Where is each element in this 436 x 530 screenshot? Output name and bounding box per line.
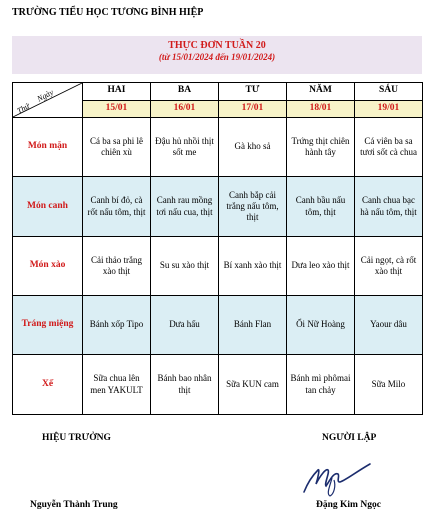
menu-cell: Sữa chua lên men YAKULT (83, 355, 151, 415)
menu-cell: Bánh bao nhân thịt (151, 355, 219, 415)
menu-cell: Cá viên ba sa tươi sốt cà chua (355, 118, 423, 177)
menu-cell: Bánh mì phômai tan chảy (287, 355, 355, 415)
handwritten-signature (296, 452, 376, 500)
menu-cell: Sữa Milo (355, 355, 423, 415)
menu-cell: Dưa leo xào thịt (287, 237, 355, 296)
menu-cell: Bí xanh xào thịt (219, 237, 287, 296)
date-header: 17/01 (219, 100, 287, 118)
menu-cell: Cá ba sa phi lê chiên xù (83, 118, 151, 177)
menu-cell: Bánh xốp Tipo (83, 296, 151, 355)
menu-cell: Gà kho sả (219, 118, 287, 177)
table-row (13, 355, 423, 415)
menu-title: THỰC ĐƠN TUẦN 20 (168, 40, 266, 51)
menu-cell: Đậu hủ nhồi thịt sốt me (151, 118, 219, 177)
menu-cell: Canh bí đỏ, cà rốt nấu tôm, thịt (83, 177, 151, 237)
menu-date-range: (từ 15/01/2024 đến 19/01/2024) (158, 52, 276, 62)
menu-cell: Canh bầu nấu tôm, thịt (287, 177, 355, 237)
day-header: BA (151, 83, 219, 101)
principal-name: Nguyễn Thành Trung (30, 500, 118, 510)
table-row (13, 237, 423, 296)
table-row (13, 177, 423, 237)
day-header: HAI (83, 83, 151, 101)
date-header: 19/01 (355, 100, 423, 118)
category-label: Món xào (13, 237, 83, 296)
preparer-title: NGƯỜI LẬP (322, 433, 377, 443)
category-label: Món canh (13, 177, 83, 237)
menu-cell: Ổi Nữ Hoàng (287, 296, 355, 355)
date-header: 18/01 (287, 100, 355, 118)
corner-label-weekday: Thứ (15, 101, 31, 116)
menu-cell: Canh chua bạc hà nấu tôm, thịt (355, 177, 423, 237)
category-label: Xế (13, 355, 83, 415)
menu-cell: Canh bắp cải trắng nấu tôm, thịt (219, 177, 287, 237)
table-row (13, 118, 423, 177)
category-label: Tráng miệng (13, 296, 83, 355)
menu-cell: Dưa hấu (151, 296, 219, 355)
school-name: TRƯỜNG TIỂU HỌC TƯƠNG BÌNH HIỆP (12, 7, 204, 18)
menu-cell: Canh rau mồng tơi nấu cua, thịt (151, 177, 219, 237)
date-header: 15/01 (83, 100, 151, 118)
title-banner (12, 36, 422, 74)
menu-cell: Trứng thịt chiên hành tây (287, 118, 355, 177)
menu-cell: Cải thảo trắng xào thịt (83, 237, 151, 296)
menu-cell: Su su xào thịt (151, 237, 219, 296)
day-header: TƯ (219, 83, 287, 101)
table-row (13, 296, 423, 355)
corner-label-day: Ngày (35, 87, 55, 104)
menu-cell: Sữa KUN cam (219, 355, 287, 415)
menu-cell: Yaour dâu (355, 296, 423, 355)
menu-table (12, 82, 423, 415)
menu-cell: Cải ngọt, cà rốt xào thịt (355, 237, 423, 296)
date-header: 16/01 (151, 100, 219, 118)
table-corner-cell (13, 83, 83, 118)
preparer-name: Đặng Kim Ngọc (316, 500, 381, 510)
category-label: Món mặn (13, 118, 83, 177)
day-header: SÁU (355, 83, 423, 101)
day-header: NĂM (287, 83, 355, 101)
principal-title: HIỆU TRƯỞNG (42, 433, 111, 443)
menu-cell: Bánh Flan (219, 296, 287, 355)
